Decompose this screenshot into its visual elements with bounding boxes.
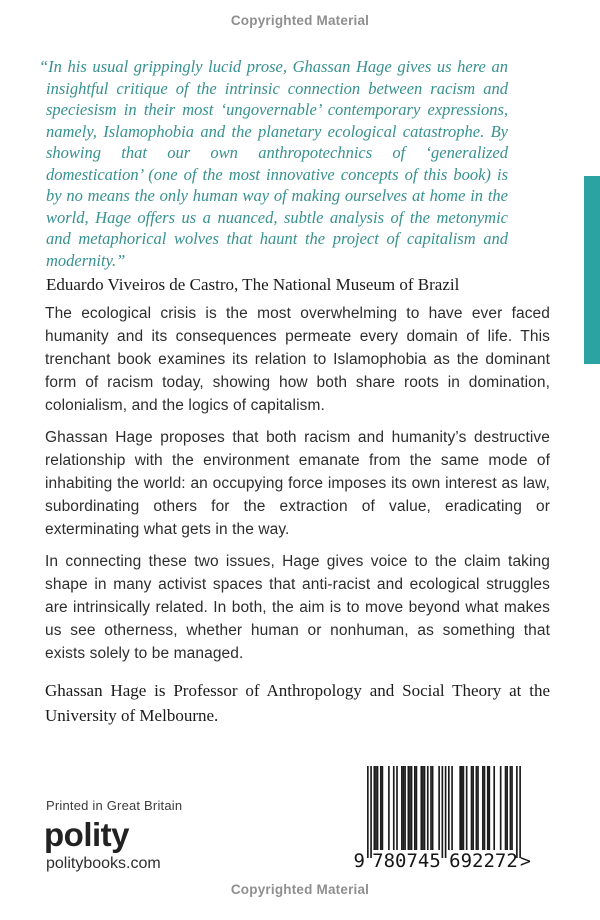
- isbn-group-2: 692272: [449, 850, 518, 872]
- author-bio: Ghassan Hage is Professor of Anthropology and Social Theory at the University of Melbourne.: [45, 681, 550, 725]
- copyright-banner-bottom: Copyrighted Material: [230, 882, 370, 897]
- blurb-paragraph-2: Ghassan Hage proposes that both racism and humanity’s destructive relationship with the environment emanate from the same mode of inhabiting the world: an occupying force imposes its own interest as law, subordinating others for the extraction of value, eradicating or exterminating what gets in the way.: [45, 429, 550, 538]
- blurb-paragraph-3: In connecting these two issues, Hage gives voice to the claim taking shape in many activist spaces that anti-racist and ecological struggles are intrinsically related. In both, the aim is to move beyond what makes us see otherness, whether human or nonhuman, as something that exists solely to be managed.: [45, 553, 550, 662]
- publisher-url: politybooks.com: [46, 855, 161, 872]
- book-blurb: [45, 302, 550, 674]
- blurb-paragraph-1: The ecological crisis is the most overwhelming to have ever faced humanity and its consequences permeate every domain of life. This trenchant book examines its relation to Islamophobia as the dominant form of racism today, showing how both share roots in domination, colonialism, and the logics of capitalism.: [45, 305, 550, 414]
- review-quote-block: [39, 56, 508, 296]
- barcode-arrow: >: [520, 851, 531, 872]
- isbn-group-1: 780745: [372, 850, 441, 872]
- isbn-lead-digit: 9: [353, 850, 365, 872]
- copyright-banner-top: Copyrighted Material: [230, 13, 370, 28]
- review-quote: “In his usual grippingly lucid prose, Ghassan Hage gives us here an insightful critique of the intrinsic connection between racism and speciesism in their most ‘ungovernable’ contemporary expressions, namely, Islamophobia and the planetary ecological catastrophe. By showing that our own anthropotechnics of ‘generalized domestication’ (one of the most innovative concepts of this book) is by no means the only human way of making ourselves at home in the world, Hage offers us a nuanced, subtle analysis of the metonymic and metaphorical wolves that haunt the project of capitalism and modernity.”: [39, 57, 508, 270]
- barcode: [347, 766, 542, 874]
- barcode-bars: [347, 766, 542, 858]
- spine-tab: [584, 176, 600, 364]
- polity-wordmark: polity: [44, 816, 129, 853]
- printed-in-note: Printed in Great Britain: [46, 798, 183, 813]
- review-attribution: Eduardo Viveiros de Castro, The National Museum of Brazil: [46, 275, 460, 294]
